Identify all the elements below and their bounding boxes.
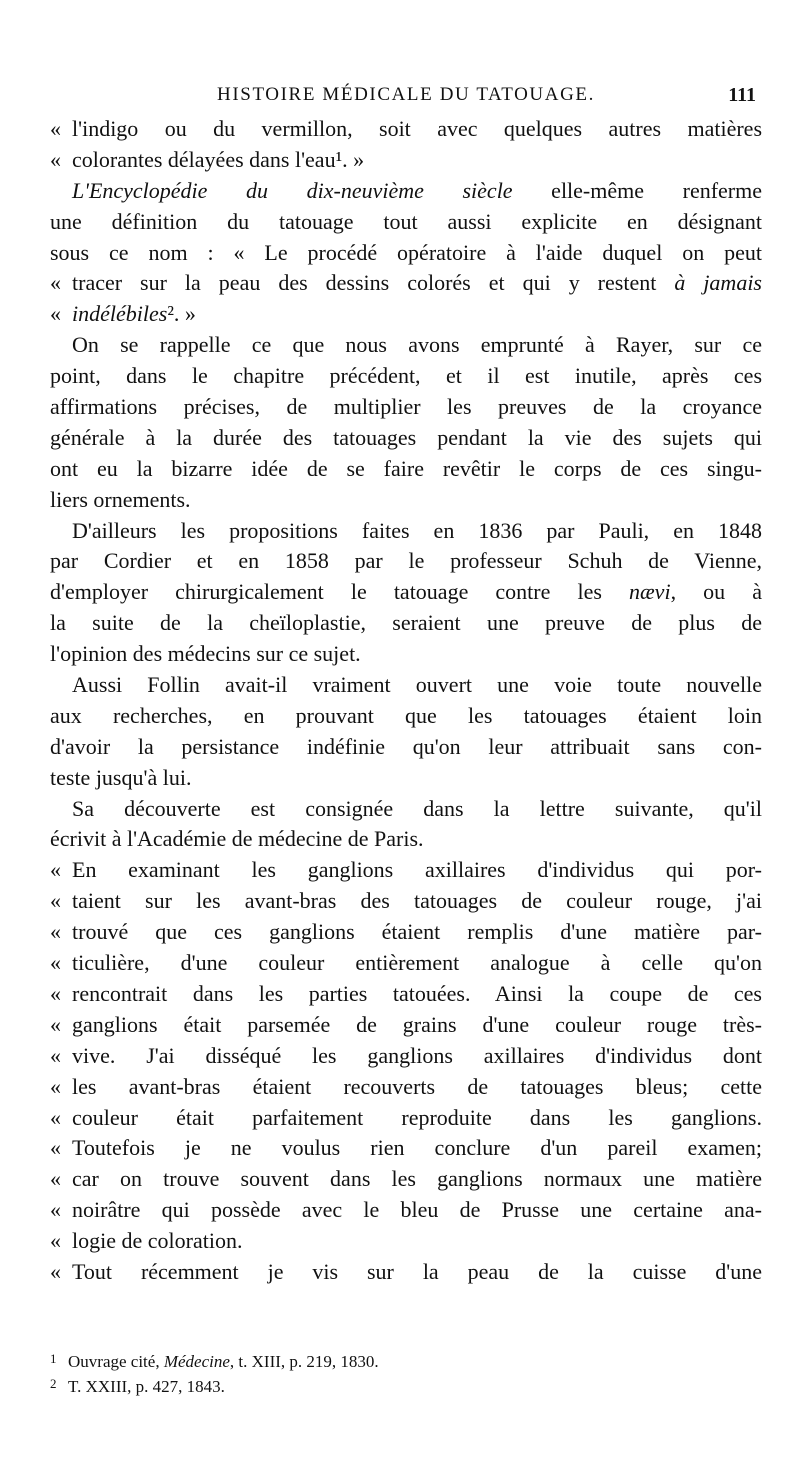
italic-text: à jamais (674, 270, 762, 296)
quote-mark: « (50, 1073, 61, 1099)
text-line (50, 176, 762, 207)
text-line (50, 207, 762, 238)
quote-mark: « (50, 116, 61, 141)
line-text: Aussi Follin avait-il vraiment ouvert une voie toute nouvelle (72, 672, 762, 698)
line-text: teste jusqu'à lui. (50, 764, 192, 790)
line-text: affirmations précises, de multiplier les preuves de la croyance (50, 394, 762, 420)
quote-mark: « (50, 980, 61, 1006)
footnote-mark: 2 (50, 1376, 57, 1391)
line-text: vive. J'ai disséqué les ganglions axillaires d'individus dont (72, 1042, 762, 1068)
text-line (50, 114, 762, 145)
line-text: sous ce nom : « Le procédé opératoire à l'aide duquel on peut (50, 239, 762, 265)
line-text: par Cordier et en 1858 par le professeur Schuh de Vienne, (50, 548, 762, 574)
line-text: trouvé que ces ganglions étaient remplis d'une matière par- (72, 919, 762, 945)
line-text: ganglions était parsemée de grains d'une couleur rouge très- (72, 1011, 762, 1037)
text-line (50, 145, 762, 176)
line-text: l'opinion des médecins sur ce sujet. (50, 641, 361, 667)
line-text: colorantes délayées dans l'eau¹. » (72, 146, 365, 172)
line-text: tracer sur la peau des dessins colorés et qui y restent (72, 270, 675, 296)
italic-text: indélébiles (72, 301, 168, 327)
quote-mark: « (50, 1228, 61, 1254)
line-text: Sa découverte est consignée dans la lettre suivante, qu'il (72, 795, 762, 821)
text-line (50, 979, 762, 1010)
line-text: d'employer chirurgicalement le tatouage contre les (50, 579, 629, 605)
line-text: générale à la durée des tatouages pendant la vie des sujets qui (50, 424, 762, 450)
text-line (50, 948, 762, 979)
quote-mark: « (50, 146, 61, 172)
line-text: l'indigo ou du vermillon, soit avec quelques autres matières (72, 116, 762, 141)
text-line (50, 732, 762, 763)
text-line (50, 1103, 762, 1134)
line-text: Toutefois je ne voulus rien conclure d'un pareil examen; (72, 1135, 762, 1161)
text-line (50, 701, 762, 732)
line-text: ². » (167, 301, 196, 327)
text-line (50, 1010, 762, 1041)
quote-mark: « (50, 270, 61, 296)
page-number: 111 (728, 84, 756, 106)
quote-mark: « (50, 1258, 61, 1284)
line-text: une définition du tatouage tout aussi explicite en désignant (50, 208, 762, 234)
text-line (50, 1041, 762, 1072)
line-text: ont eu la bizarre idée de se faire revêtir le corps de ces singu- (50, 455, 762, 481)
quote-mark: « (50, 1104, 61, 1130)
text-line (50, 1133, 762, 1164)
footnote-text: T. XXIII, p. 427, 1843. (68, 1377, 225, 1396)
text-line (50, 1164, 762, 1195)
italic-text: Médecine (163, 1352, 230, 1371)
line-text: la suite de la cheïloplastie, seraient une preuve de plus de (50, 610, 762, 636)
quote-mark: « (50, 857, 61, 883)
line-text: En examinant les ganglions axillaires d'individus qui por- (72, 857, 762, 883)
text-line (50, 516, 762, 547)
text-line (50, 546, 762, 577)
line-text: liers ornements. (50, 486, 191, 512)
text-line (50, 855, 762, 886)
text-line (50, 1257, 762, 1288)
text-line (50, 299, 762, 330)
footnote-mark: 1 (50, 1351, 57, 1366)
line-text: rencontrait dans les parties tatouées. Ainsi la coupe de ces (72, 980, 762, 1006)
line-text: car on trouve souvent dans les ganglions normaux une matière (72, 1166, 762, 1192)
text-line (50, 1195, 762, 1226)
line-text: Tout récemment je vis sur la peau de la cuisse d'une (72, 1258, 762, 1284)
line-text: noirâtre qui possède avec le bleu de Prusse une certaine ana- (72, 1197, 762, 1223)
text-line (50, 608, 762, 639)
running-title: HISTOIRE MÉDICALE DU TATOUAGE. (217, 84, 595, 105)
text-line (50, 917, 762, 948)
text-line (50, 485, 762, 516)
text-line (50, 330, 762, 361)
footnote (50, 1371, 762, 1396)
body-text (50, 114, 762, 1288)
quote-mark: « (50, 1135, 61, 1161)
italic-text: L'Encyclopédie du dix-neuvième siècle (72, 177, 513, 203)
footnote (50, 1346, 762, 1371)
footnotes (50, 1346, 762, 1396)
quote-mark: « (50, 301, 61, 327)
quote-mark: « (50, 1042, 61, 1068)
text-line (50, 670, 762, 701)
text-line (50, 763, 762, 794)
text-line (50, 268, 762, 299)
text-line (50, 886, 762, 917)
text-line (50, 1072, 762, 1103)
quote-mark: « (50, 1197, 61, 1223)
text-line (50, 361, 762, 392)
line-text: aux recherches, en prouvant que les tatouages étaient loin (50, 702, 762, 728)
text-line (50, 639, 762, 670)
text-line (50, 454, 762, 485)
line-text: d'avoir la persistance indéfinie qu'on leur attribuait sans con- (50, 733, 762, 759)
page-header (50, 84, 762, 114)
quote-mark: « (50, 1166, 61, 1192)
quote-mark: « (50, 950, 61, 976)
line-text: point, dans le chapitre précédent, et il est inutile, après ces (50, 363, 762, 389)
line-text: On se rappelle ce que nous avons emprunté à Rayer, sur ce (72, 332, 762, 358)
text-line (50, 824, 762, 855)
quote-mark: « (50, 919, 61, 945)
footnote-text: , t. XIII, p. 219, 1830. (229, 1352, 379, 1371)
line-text: écrivit à l'Académie de médecine de Paris. (50, 826, 424, 852)
text-line (50, 1226, 762, 1257)
text-line (50, 577, 762, 608)
line-text: D'ailleurs les propositions faites en 1836 par Pauli, en 1848 (72, 517, 762, 543)
line-text: ticulière, d'une couleur entièrement analogue à celle qu'on (72, 950, 762, 976)
text-line (50, 794, 762, 825)
line-text: , ou à (670, 579, 762, 605)
line-text: les avant-bras étaient recouverts de tatouages bleus; cette (72, 1073, 762, 1099)
text-line (50, 392, 762, 423)
line-text: elle-même renferme (512, 177, 762, 203)
line-text: couleur était parfaitement reproduite dans les ganglions. (72, 1104, 762, 1130)
text-line (50, 423, 762, 454)
line-text: logie de coloration. (72, 1228, 243, 1254)
line-text: taient sur les avant-bras des tatouages de couleur rouge, j'ai (72, 888, 762, 914)
text-line (50, 238, 762, 269)
italic-text: nævi (629, 579, 671, 605)
quote-mark: « (50, 888, 61, 914)
quote-mark: « (50, 1011, 61, 1037)
footnote-text: Ouvrage cité, (68, 1352, 164, 1371)
